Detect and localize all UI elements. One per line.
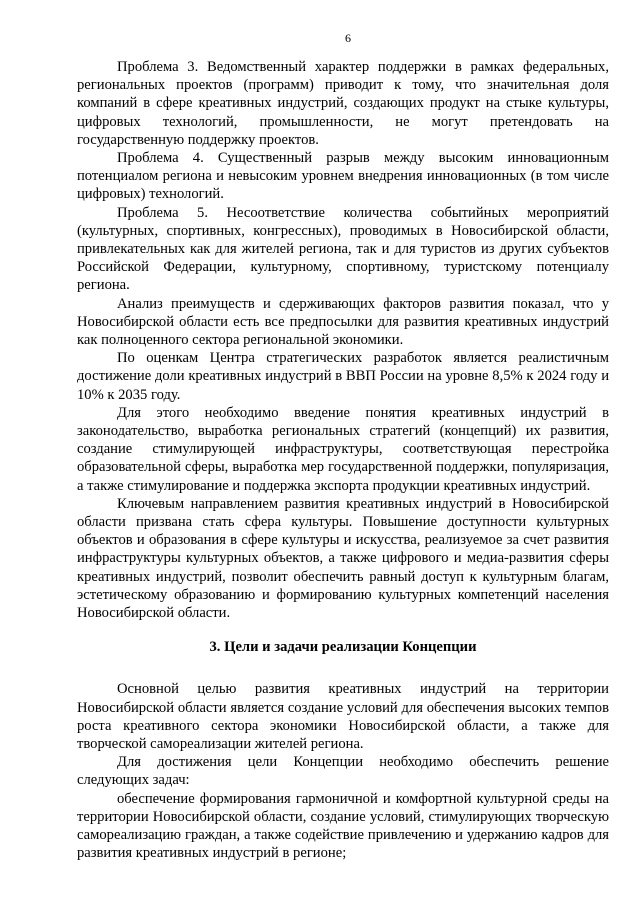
paragraph-task-1: обеспечение формирования гармоничной и комфортной культурной среды на территории Новосибирской области, создание условий, стимулирующих творческую самореализацию граждан, а также содействие привлечению и удержанию кадров для развития креативных индустрий в регионе; <box>77 790 609 862</box>
paragraph-key-direction: Ключевым направлением развития креативных индустрий в Новосибирской области призвана стать сфера культуры. Повышение доступности культурных объектов и образования в сфере культуры и искусства, реализуемое за счет развития инфраструктуры культурных объектов, а также цифрового и медиа-развития сферы креативных индустрий, позволит обеспечить равный доступ к культурным благам, эстетическому образованию и формированию культурных компетенций населения Новосибирской области. <box>77 495 609 622</box>
document-page <box>77 30 609 862</box>
paragraph-analysis: Анализ преимуществ и сдерживающих факторов развития показал, что у Новосибирской области есть все предпосылки для развития креативных индустрий как полноценного сектора региональной экономики. <box>77 295 609 349</box>
section-heading: 3. Цели и задачи реализации Концепции <box>209 639 477 656</box>
paragraph-problem-5: Проблема 5. Несоответствие количества событийных мероприятий (культурных, спортивных, конгрессных), проводимых в Новосибирской области, привлекательных как для жителей региона, так и для туристов из других субъектов Российской Федерации, культурному, спортивному, туристскому потенциалу региона. <box>77 204 609 294</box>
paragraph-tasks-intro: Для достижения цели Концепции необходимо обеспечить решение следующих задач: <box>77 754 609 789</box>
paragraph-main-goal: Основной целью развития креативных индустрий на территории Новосибирской области является создание условий для обеспечения высоких темпов роста креативного сектора экономики Новосибирской области, а также для творческой самореализации жителей региона. <box>77 681 609 752</box>
paragraph-problem-3: Проблема 3. Ведомственный характер поддержки в рамках федеральных, региональных проектов (программ) приводит к тому, что значительная доля компаний в сфере креативных индустрий, создающих продукт на стыке культуры, цифровых технологий, промышленности, не могут претендовать на государственную поддержку проектов. <box>77 59 609 148</box>
paragraph-csr-estimate: По оценкам Центра стратегических разработок является реалистичным достижение доли креативных индустрий в ВВП России на уровне 8,5% к 2024 году и 10% к 2035 году. <box>77 350 609 403</box>
paragraph-measures: Для этого необходимо введение понятия креативных индустрий в законодательство, выработка региональных стратегий (концепций) их развития, создание стимулирующей инфраструктуры, соответствующая перестройка образовательной сферы, выработка мер государственной поддержки, популяризация, а также стимулирование и поддержка экспорта продукции креативных индустрий. <box>77 404 609 494</box>
paragraph-problem-4: Проблема 4. Существенный разрыв между высоким инновационным потенциалом региона и невысоким уровнем внедрения инновационных (в том числе цифровых) технологий. <box>77 150 609 203</box>
page-number: 6 <box>345 31 351 45</box>
